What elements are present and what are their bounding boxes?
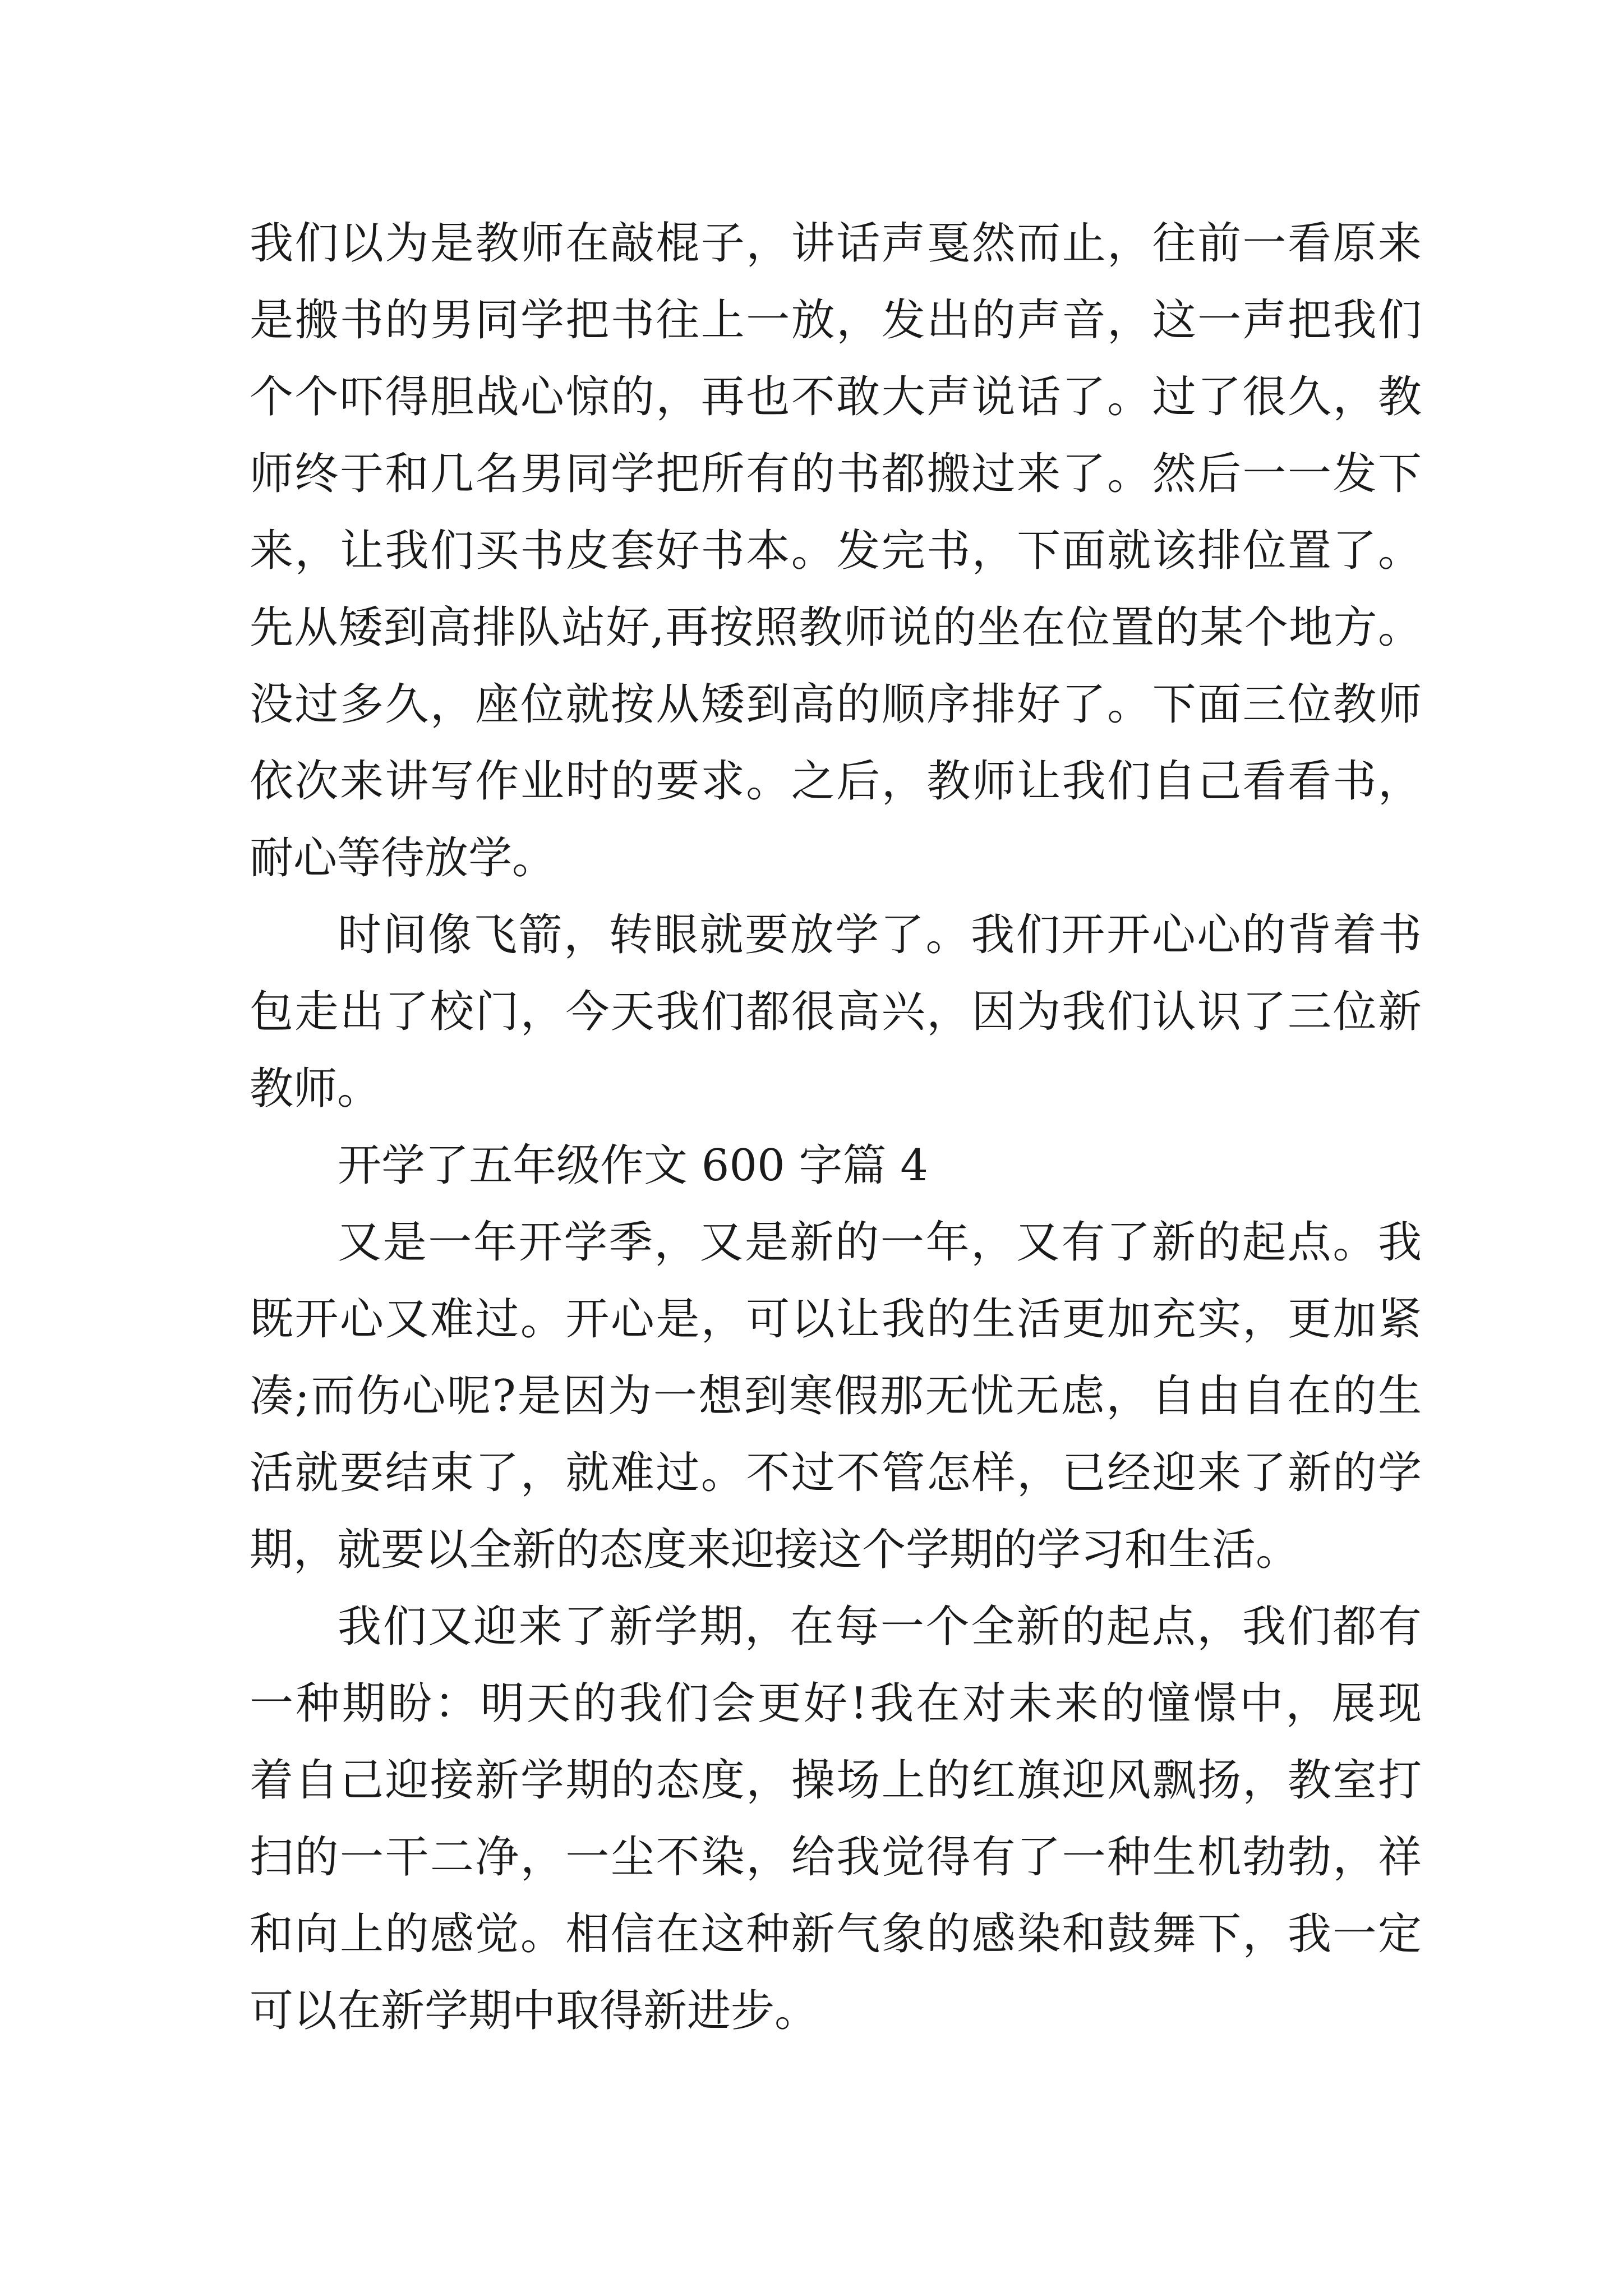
text-line: 没过多久，座位就按从矮到高的顺序排好了。下面三位教师 — [250, 679, 1422, 730]
text-line: 耐心等待放学。 — [250, 833, 556, 884]
text-line: 可以在新学期中取得新进步。 — [250, 1986, 819, 2036]
text-line: 和向上的感觉。相信在这种新气象的感染和鼓舞下，我一定 — [250, 1909, 1422, 1959]
text-line: 是搬书的男同学把书往上一放，发出的声音，这一声把我们 — [250, 295, 1422, 346]
text-line: 包走出了校门，今天我们都很高兴，因为我们认识了三位新 — [250, 987, 1422, 1037]
text-line: 凑;而伤心呢?是因为一想到寒假那无忧无虑，自由自在的生 — [250, 1371, 1422, 1421]
text-line: 期，就要以全新的态度来迎接这个学期的学习和生活。 — [250, 1525, 1300, 1575]
paragraph-first-line: 时间像飞箭，转眼就要放学了。我们开开心心的背着书 — [338, 910, 1422, 960]
text-line: 我们以为是教师在敲棍子，讲话声戛然而止，往前一看原来 — [250, 218, 1422, 269]
text-line: 既开心又难过。开心是，可以让我的生活更加充实，更加紧 — [250, 1294, 1422, 1345]
text-line: 师终于和几名男同学把所有的书都搬过来了。然后一一发下 — [250, 449, 1422, 499]
text-line: 着自己迎接新学期的态度，操场上的红旗迎风飘扬，教室打 — [250, 1755, 1422, 1806]
text-line: 先从矮到高排队站好,再按照教师说的坐在位置的某个地方。 — [250, 602, 1422, 653]
paragraph-first-line: 我们又迎来了新学期，在每一个全新的起点，我们都有 — [338, 1602, 1422, 1652]
text-line: 来，让我们买书皮套好书本。发完书，下面就该排位置了。 — [250, 526, 1422, 576]
paragraph-first-line: 又是一年开学季，又是新的一年，又有了新的起点。我 — [338, 1217, 1422, 1268]
text-line: 个个吓得胆战心惊的，再也不敢大声说话了。过了很久，教 — [250, 372, 1422, 422]
text-line: 依次来讲写作业时的要求。之后，教师让我们自己看看书， — [250, 756, 1422, 807]
text-line: 教师。 — [250, 1064, 381, 1114]
text-line: 扫的一干二净，一尘不染，给我觉得有了一种生机勃勃，祥 — [250, 1832, 1422, 1883]
section-heading: 开学了五年级作文 600 字篇 4 — [338, 1140, 928, 1191]
text-line: 活就要结束了，就难过。不过不管怎样，已经迎来了新的学 — [250, 1448, 1422, 1498]
text-line: 一种期盼：明天的我们会更好!我在对未来的憧憬中，展现 — [250, 1678, 1422, 1729]
